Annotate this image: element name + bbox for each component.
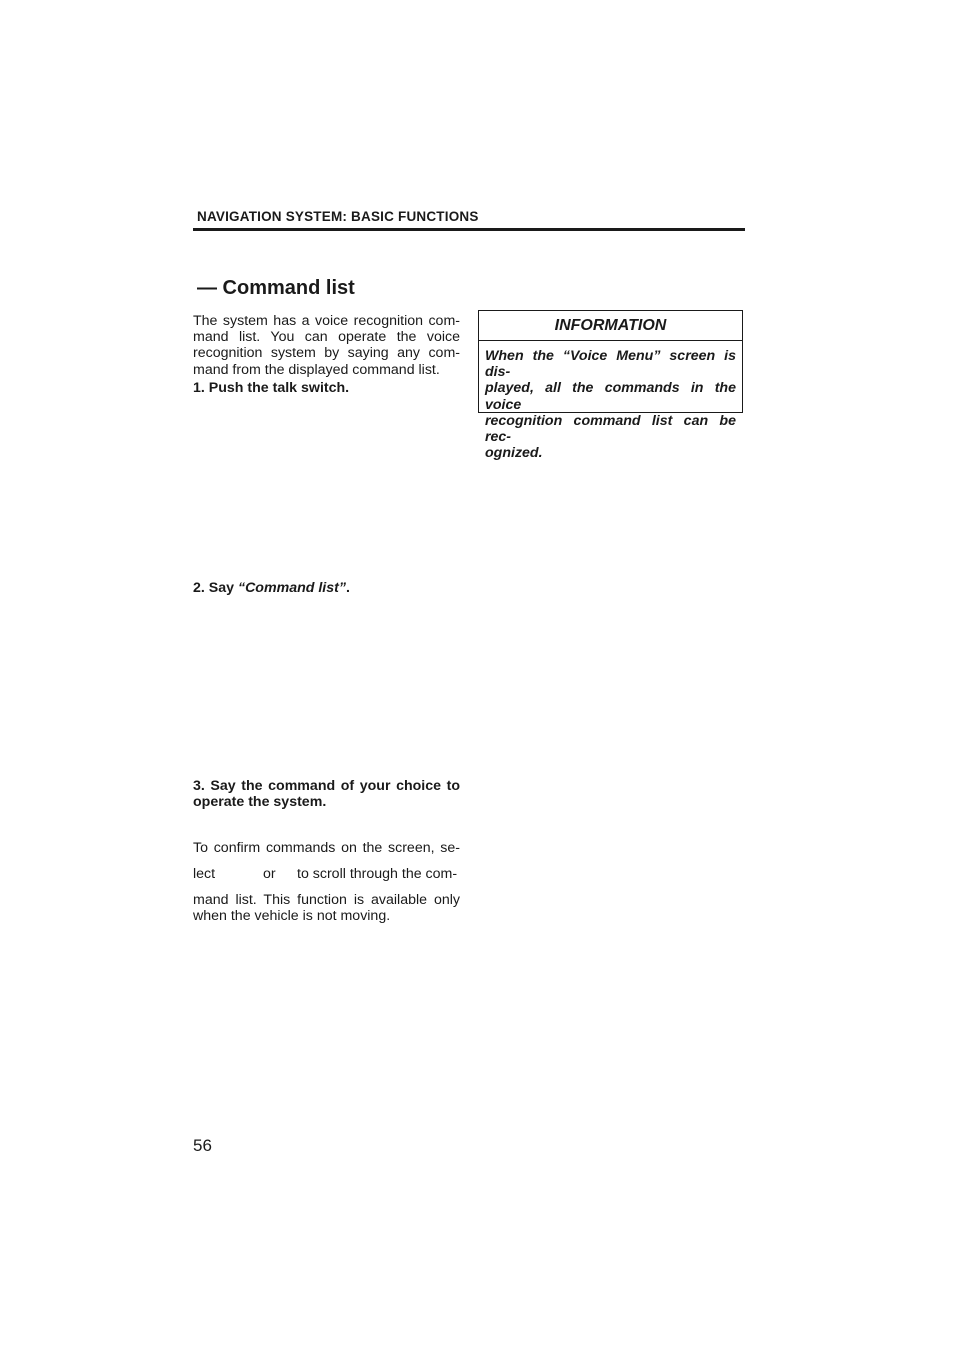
step-3-line: 3. Say the command of your choice to	[193, 778, 460, 794]
information-box	[478, 310, 743, 462]
information-text	[479, 341, 742, 461]
section-title: — Command list	[197, 277, 355, 299]
step-2	[193, 580, 460, 596]
step-2-prefix: 2. Say	[193, 580, 238, 596]
confirm-word-or: or	[263, 866, 276, 882]
confirm-line-3b: when the vehicle is not moving.	[193, 908, 391, 925]
step-2-command: “Command list”	[237, 580, 346, 596]
confirm-word-rest: to scroll through the com-	[297, 866, 458, 882]
information-title: INFORMATION	[479, 311, 742, 341]
information-line: played, all the commands in the voice	[485, 380, 736, 413]
header-rule	[193, 228, 745, 231]
step-2-suffix: .	[345, 580, 350, 596]
intro-paragraph	[193, 313, 460, 378]
confirm-line-3a: mand list. This function is available only	[193, 892, 460, 908]
step-1: 1. Push the talk switch.	[193, 380, 350, 396]
information-line: When the “Voice Menu” screen is dis-	[485, 348, 736, 381]
intro-line: mand list. You can operate the voice	[193, 329, 460, 346]
intro-line: recognition system by saying any com-	[193, 345, 460, 362]
intro-line: mand from the displayed command list.	[193, 361, 440, 378]
step-3-line: operate the system.	[193, 794, 327, 811]
information-line: recognition command list can be rec-	[485, 412, 736, 446]
confirm-word-select: lect	[193, 866, 216, 882]
confirm-line-3	[193, 872, 460, 924]
step-3	[193, 778, 460, 810]
confirm-line-1: To confirm commands on the screen, se-	[193, 840, 460, 856]
header-title: NAVIGATION SYSTEM: BASIC FUNCTIONS	[197, 209, 479, 224]
information-line: ognized.	[485, 445, 543, 462]
page-number: 56	[193, 1136, 212, 1155]
intro-line: The system has a voice recognition com-	[193, 313, 460, 329]
